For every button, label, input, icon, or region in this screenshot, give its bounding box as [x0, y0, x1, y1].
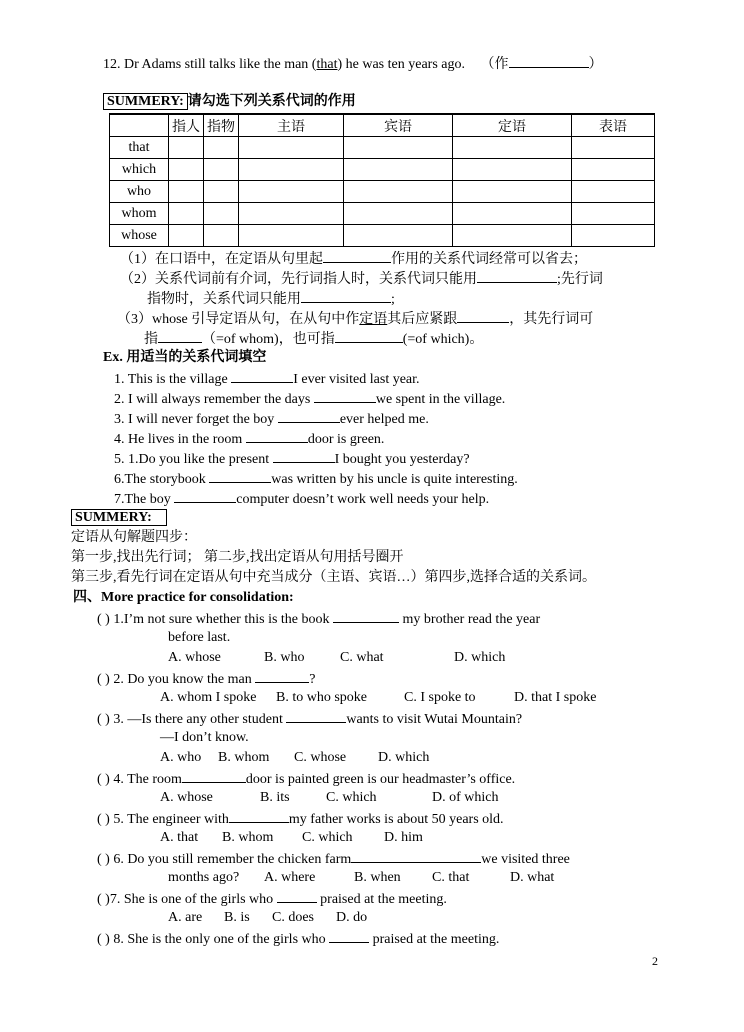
exercise-text: 1. This is the village: [114, 372, 232, 387]
q-blank[interactable]: [182, 769, 246, 783]
practice-q7-options: [168, 909, 367, 927]
check-cell[interactable]: [204, 159, 239, 181]
note-text: (=of which)。: [402, 332, 484, 347]
exercise-text: 5. 1.Do you like the present: [114, 452, 273, 467]
exercise-text: 6.The storybook: [114, 472, 210, 487]
table-header-cell: 定语: [453, 114, 572, 137]
check-cell[interactable]: [169, 203, 204, 225]
note-2: [120, 269, 603, 289]
question-12: [103, 54, 603, 74]
practice-q5: [97, 809, 504, 829]
exercise-item: [114, 449, 470, 469]
table-header-cell: 指人: [169, 114, 204, 137]
q12-paren: （作: [480, 57, 509, 72]
option[interactable]: D. which: [378, 750, 430, 765]
check-cell[interactable]: [239, 137, 344, 159]
check-cell[interactable]: [169, 181, 204, 203]
exercise-blank[interactable]: [314, 389, 376, 403]
check-cell[interactable]: [239, 159, 344, 181]
option[interactable]: D. that I spoke: [514, 690, 597, 705]
note-blank[interactable]: [158, 329, 202, 343]
practice-q8: [97, 929, 499, 949]
exercise-text: I bought you yesterday?: [334, 452, 470, 467]
check-cell[interactable]: [453, 203, 572, 225]
row-label: which: [110, 159, 169, 181]
check-cell[interactable]: [204, 225, 239, 247]
check-cell[interactable]: [453, 181, 572, 203]
summery-title: 请勾选下列关系代词的作用: [187, 94, 356, 109]
table-header-cell: 表语: [572, 114, 655, 137]
option[interactable]: B. whom: [218, 750, 270, 765]
check-cell[interactable]: [572, 225, 655, 247]
check-cell[interactable]: [572, 137, 655, 159]
note-blank[interactable]: [301, 289, 391, 303]
q-text: my father works is about 50 years old.: [288, 812, 504, 827]
row-label: who: [110, 181, 169, 203]
q-text: ( ) 4. The room: [97, 772, 182, 787]
q-text: ?: [309, 672, 316, 687]
note-text: ，其先行词可: [509, 312, 594, 327]
summery2-line: 第三步,看先行词在定语从句中充当成分（主语、宾语…）第四步,选择合适的关系词。: [71, 570, 596, 585]
check-cell[interactable]: [572, 203, 655, 225]
option[interactable]: C. which: [302, 830, 353, 845]
summery2-heading: [71, 509, 167, 527]
practice-title: 四、More practice for consolidation:: [73, 590, 294, 605]
exercise-item: [114, 469, 518, 489]
summery2-line: 定语从句解题四步：: [71, 530, 197, 545]
option[interactable]: C. what: [340, 650, 384, 665]
note-2-cont: [147, 289, 395, 309]
note-3-cont: [144, 329, 483, 349]
q-text: ( ) 5. The engineer with: [97, 812, 229, 827]
option[interactable]: C. whose: [294, 750, 347, 765]
q-text: ( ) 1.I’m not sure whether this is the book: [97, 612, 334, 627]
note-blank[interactable]: [477, 269, 557, 283]
exercise-item: [114, 369, 420, 389]
check-cell[interactable]: [169, 137, 204, 159]
q-blank[interactable]: [277, 889, 317, 903]
note-text: ;: [391, 292, 395, 307]
note-text: 作用的关系代词经常可以省去；: [391, 252, 587, 267]
exercise-text: door is green.: [307, 432, 385, 447]
note-text: （=of whom)，也可指: [202, 332, 335, 347]
note-blank[interactable]: [457, 309, 509, 323]
check-cell[interactable]: [344, 181, 453, 203]
summery2-line: 第一步,找出先行词； 第二步,找出定语从句用括号圈开: [71, 550, 404, 565]
option[interactable]: A. that: [160, 830, 199, 845]
option[interactable]: B. its: [260, 790, 290, 805]
practice-q4-options: [160, 789, 499, 807]
practice-q1-options: [168, 649, 505, 667]
option[interactable]: C. which: [326, 790, 377, 805]
row-label: whom: [110, 203, 169, 225]
exercise-text: 4. He lives in the room: [114, 432, 246, 447]
table-row: [110, 203, 655, 225]
q-text: my brother read the year: [399, 612, 541, 627]
check-cell[interactable]: [453, 137, 572, 159]
check-cell[interactable]: [204, 137, 239, 159]
check-cell[interactable]: [572, 181, 655, 203]
q-text: praised at the meeting.: [316, 892, 447, 907]
check-cell[interactable]: [239, 225, 344, 247]
note-blank[interactable]: [335, 329, 403, 343]
practice-q6: [97, 849, 570, 869]
practice-q5-options: [160, 829, 423, 847]
check-cell[interactable]: [453, 159, 572, 181]
note-text: ;先行词: [557, 272, 603, 287]
practice-q3-cont: —I don’t know.: [160, 730, 249, 745]
exercise-item: [114, 389, 505, 409]
q-text: we visited three: [481, 852, 570, 867]
practice-q6-options: [168, 869, 554, 887]
option[interactable]: C. I spoke to: [404, 690, 476, 705]
option[interactable]: A. whose: [168, 650, 221, 665]
table-row: [110, 159, 655, 181]
note-text: （1）在口语中，在定语从句里起: [120, 252, 323, 267]
q-text: months ago?: [168, 870, 240, 885]
note-text: 指: [144, 332, 158, 347]
table-header-cell: [110, 114, 169, 137]
note-text: 指物时，关系代词只能用: [147, 292, 301, 307]
table-header-cell: 主语: [239, 114, 344, 137]
exercise-text: 2. I will always remember the days: [114, 392, 314, 407]
option[interactable]: A. are: [168, 910, 203, 925]
table-row: [110, 181, 655, 203]
option[interactable]: D. him: [384, 830, 423, 845]
q12-text: 12. Dr Adams still talks like the man (: [103, 57, 317, 72]
option[interactable]: D. which: [454, 650, 506, 665]
q12-text-end: ) he was ten years ago.: [337, 57, 465, 72]
practice-q3: [97, 709, 522, 729]
check-cell[interactable]: [239, 181, 344, 203]
summery-label: SUMMERY:: [103, 93, 188, 110]
option[interactable]: A. where: [264, 870, 316, 885]
note-text: （3）whose 引导定语从句，在从句中作: [117, 312, 360, 327]
q-text: ( ) 8. She is the only one of the girls who: [97, 932, 330, 947]
option[interactable]: A. who: [160, 750, 202, 765]
option[interactable]: B. whom: [222, 830, 274, 845]
check-cell[interactable]: [344, 137, 453, 159]
table-row: [110, 225, 655, 247]
exercise-text: 3. I will never forget the boy: [114, 412, 278, 427]
q-text: praised at the meeting.: [369, 932, 500, 947]
q-text: wants to visit Wutai Mountain?: [346, 712, 523, 727]
q12-that: that: [316, 57, 338, 72]
row-label: whose: [110, 225, 169, 247]
check-cell[interactable]: [344, 203, 453, 225]
option[interactable]: B. to who spoke: [276, 690, 367, 705]
check-cell[interactable]: [204, 181, 239, 203]
table-row: [110, 137, 655, 159]
q-blank[interactable]: [286, 709, 346, 723]
q-blank[interactable]: [229, 809, 289, 823]
exercise-blank[interactable]: [246, 429, 308, 443]
q12-paren-close: ）: [588, 57, 603, 72]
exercise-item: [114, 489, 489, 509]
option[interactable]: D. of which: [432, 790, 499, 805]
exercise-item: [114, 409, 429, 429]
summery-heading: [103, 93, 356, 111]
practice-q3-options: [160, 749, 429, 767]
option[interactable]: D. do: [336, 910, 368, 925]
check-cell[interactable]: [344, 159, 453, 181]
exercise-text: was written by his uncle is quite interesting.: [271, 472, 518, 487]
practice-q1-cont: before last.: [168, 630, 231, 645]
check-cell[interactable]: [453, 225, 572, 247]
note-text: 其后应紧跟: [387, 312, 458, 327]
q-text: ( ) 3. —Is there any other student: [97, 712, 287, 727]
q-text: door is painted green is our headmaster’s office.: [245, 772, 516, 787]
exercise-blank[interactable]: [278, 409, 340, 423]
check-cell[interactable]: [572, 159, 655, 181]
q-blank[interactable]: [333, 609, 399, 623]
option[interactable]: A. whose: [160, 790, 213, 805]
exercise-blank[interactable]: [231, 369, 293, 383]
option[interactable]: B. is: [224, 910, 250, 925]
exercise-text: I ever visited last year.: [293, 372, 420, 387]
option[interactable]: B. who: [264, 650, 305, 665]
note-blank[interactable]: [323, 249, 391, 263]
check-cell[interactable]: [239, 203, 344, 225]
q-text: ( ) 6. Do you still remember the chicken farm: [97, 852, 352, 867]
exercise-blank[interactable]: [273, 449, 335, 463]
q-blank[interactable]: [351, 849, 481, 863]
q-text: ( ) 2. Do you know the man: [97, 672, 256, 687]
exercise-blank[interactable]: [209, 469, 271, 483]
q12-blank[interactable]: [509, 54, 589, 68]
exercise-text: computer doesn’t work well needs your help.: [236, 492, 490, 507]
check-cell[interactable]: [169, 225, 204, 247]
practice-q7: [97, 889, 447, 909]
note-3: [117, 309, 593, 329]
page-number: 2: [652, 954, 658, 968]
check-cell[interactable]: [204, 203, 239, 225]
q-blank[interactable]: [329, 929, 369, 943]
exercise-item: [114, 429, 384, 449]
exercise-blank[interactable]: [174, 489, 236, 503]
option[interactable]: C. does: [272, 910, 314, 925]
q-text: ( )7. She is one of the girls who: [97, 892, 277, 907]
table-header-cell: 宾语: [344, 114, 453, 137]
practice-q2: [97, 669, 315, 689]
option[interactable]: D. what: [510, 870, 555, 885]
note-underlined: 定语: [359, 312, 388, 327]
exercise-text: ever helped me.: [339, 412, 429, 427]
exercise-text: 7.The boy: [114, 492, 175, 507]
option[interactable]: C. that: [432, 870, 470, 885]
exercise-text: we spent in the village.: [375, 392, 506, 407]
practice-q4: [97, 769, 515, 789]
summery2-label: SUMMERY:: [71, 509, 167, 526]
table-header-row: [110, 114, 655, 137]
option[interactable]: B. when: [354, 870, 401, 885]
option[interactable]: A. whom I spoke: [160, 690, 257, 705]
check-cell[interactable]: [169, 159, 204, 181]
relative-pronoun-table: [109, 113, 655, 247]
note-1: [120, 249, 587, 269]
table-header-cell: 指物: [204, 114, 239, 137]
practice-q1: [97, 609, 540, 629]
practice-q2-options: [160, 689, 596, 707]
q-blank[interactable]: [255, 669, 309, 683]
note-text: （2）关系代词前有介词，先行词指人时，关系代词只能用: [120, 272, 477, 287]
row-label: that: [110, 137, 169, 159]
exercise-title: Ex. 用适当的关系代词填空: [103, 350, 267, 365]
check-cell[interactable]: [344, 225, 453, 247]
